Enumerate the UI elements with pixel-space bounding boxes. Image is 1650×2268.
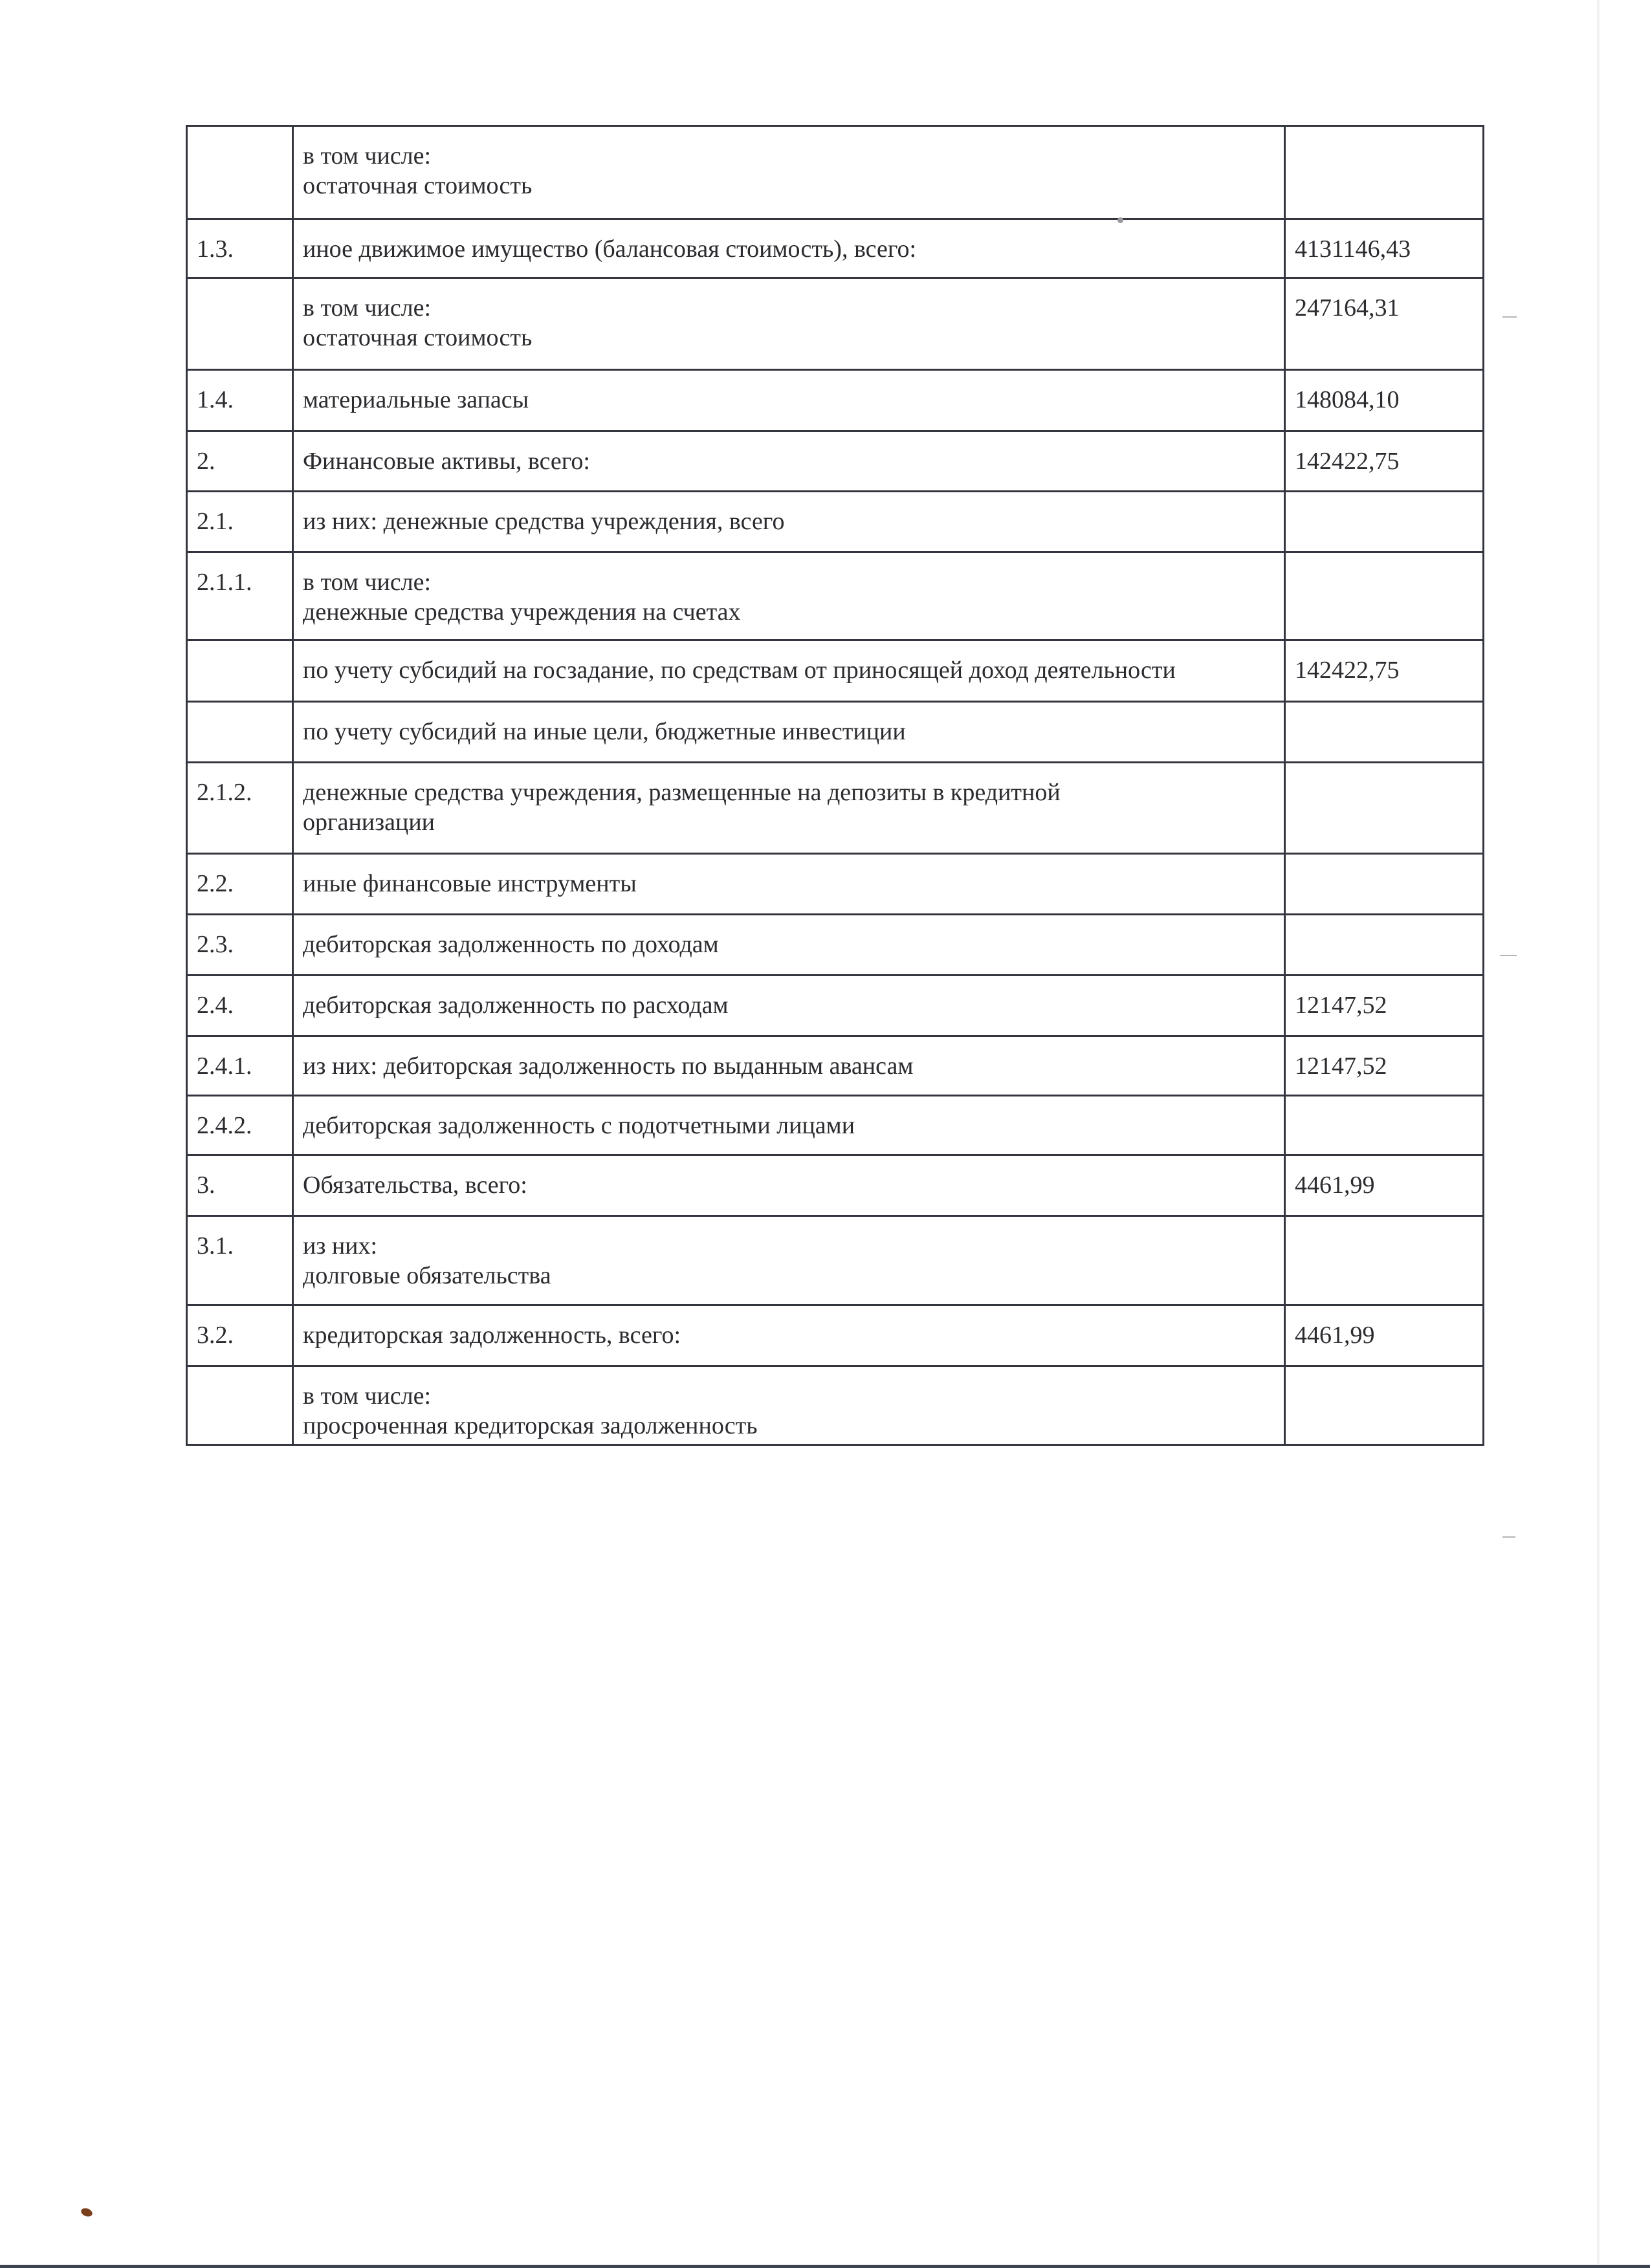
scanner-bottom-edge [0, 2265, 1650, 2268]
row-label-line: из них: [303, 1232, 378, 1259]
scanner-band [1597, 0, 1600, 2264]
row-value-cell [1285, 492, 1484, 552]
row-label-cell [293, 492, 1285, 552]
row-number-cell [187, 126, 293, 219]
row-value-cell: 142422,75 [1285, 431, 1484, 492]
row-value-cell [1285, 552, 1484, 640]
row-number-cell: 2.4.2. [187, 1096, 293, 1155]
row-number-cell: 2.3. [187, 915, 293, 976]
row-label-cell [293, 915, 1285, 976]
row-label-cell [293, 1216, 1285, 1305]
row-label-line: дебиторская задолженность по доходам [303, 931, 719, 958]
row-value-cell [1285, 763, 1484, 854]
row-number-cell: 3.1. [187, 1216, 293, 1305]
row-label-line: в том числе: [303, 294, 432, 322]
scan-speck [80, 2207, 93, 2218]
row-value-cell: 247164,31 [1285, 278, 1484, 370]
row-label-line: организации [303, 809, 435, 836]
row-value-cell: 4461,99 [1285, 1305, 1484, 1366]
row-label-line: просроченная кредиторская задолженность [303, 1412, 758, 1439]
row-label-cell [293, 702, 1285, 763]
table-row [187, 1216, 1484, 1305]
table-row [187, 219, 1484, 278]
row-value-cell: 12147,52 [1285, 1036, 1484, 1096]
row-value-cell: 142422,75 [1285, 640, 1484, 702]
row-number-cell [187, 702, 293, 763]
row-label-cell [293, 1366, 1285, 1445]
row-label-cell [293, 278, 1285, 370]
row-label-line: по учету субсидий на госзадание, по средствам от приносящей доход деятельности [303, 657, 1176, 684]
row-label-cell [293, 640, 1285, 702]
row-label-line: дебиторская задолженность с подотчетными лицами [303, 1112, 855, 1139]
financial-report-table [186, 125, 1484, 1446]
row-value-cell [1285, 1366, 1484, 1445]
row-label-cell [293, 1036, 1285, 1096]
row-label-line: остаточная стоимость [303, 324, 533, 351]
table-row [187, 915, 1484, 976]
row-label-line: иные финансовые инструменты [303, 870, 637, 897]
table-row [187, 126, 1484, 219]
table-row [187, 854, 1484, 915]
row-number-cell [187, 640, 293, 702]
row-value-cell [1285, 1096, 1484, 1155]
scan-dash [1502, 1536, 1515, 1538]
table-row [187, 431, 1484, 492]
row-label-line: остаточная стоимость [303, 172, 533, 199]
table-row [187, 278, 1484, 370]
table-row [187, 492, 1484, 552]
row-number-cell [187, 278, 293, 370]
row-label-cell [293, 126, 1285, 219]
row-label-line: Обязательства, всего: [303, 1172, 527, 1199]
row-label-line: в том числе: [303, 142, 432, 169]
row-value-cell: 12147,52 [1285, 976, 1484, 1036]
row-label-cell [293, 431, 1285, 492]
row-label-cell [293, 1155, 1285, 1216]
row-value-cell [1285, 915, 1484, 976]
row-label-cell [293, 854, 1285, 915]
table-row [187, 1155, 1484, 1216]
row-number-cell: 2.1.2. [187, 763, 293, 854]
row-number-cell: 2.4.1. [187, 1036, 293, 1096]
row-number-cell: 3.2. [187, 1305, 293, 1366]
table-body [187, 126, 1484, 1445]
row-label-line: иное движимое имущество (балансовая стоимость), всего: [303, 235, 917, 263]
table-row [187, 1036, 1484, 1096]
row-label-cell [293, 1305, 1285, 1366]
row-number-cell: 1.4. [187, 370, 293, 431]
row-label-line: в том числе: [303, 1382, 432, 1410]
row-value-cell [1285, 854, 1484, 915]
table-row [187, 763, 1484, 854]
row-value-cell [1285, 1216, 1484, 1305]
row-label-line: денежные средства учреждения, размещенные на депозиты в кредитной [303, 779, 1061, 806]
table-row [187, 702, 1484, 763]
table-row [187, 1096, 1484, 1155]
table-row [187, 1305, 1484, 1366]
scan-dash [1500, 955, 1517, 956]
row-label-line: дебиторская задолженность по расходам [303, 992, 729, 1019]
row-value-cell: 4131146,43 [1285, 219, 1484, 278]
row-number-cell: 2.4. [187, 976, 293, 1036]
row-number-cell: 3. [187, 1155, 293, 1216]
row-number-cell: 1.3. [187, 219, 293, 278]
row-label-line: денежные средства учреждения на счетах [303, 598, 741, 626]
table-row [187, 640, 1484, 702]
row-label-line: в том числе: [303, 569, 432, 596]
table-row [187, 976, 1484, 1036]
table-row [187, 552, 1484, 640]
row-label-line: из них: денежные средства учреждения, всего [303, 508, 785, 535]
table-row [187, 1366, 1484, 1445]
row-number-cell: 2.1. [187, 492, 293, 552]
row-label-cell [293, 1096, 1285, 1155]
row-label-line: Финансовые активы, всего: [303, 448, 590, 475]
table-row [187, 370, 1484, 431]
row-number-cell [187, 1366, 293, 1445]
row-label-line: долговые обязательства [303, 1262, 551, 1289]
row-label-cell [293, 976, 1285, 1036]
row-value-cell [1285, 126, 1484, 219]
row-label-line: из них: дебиторская задолженность по выданным авансам [303, 1052, 914, 1080]
row-value-cell: 148084,10 [1285, 370, 1484, 431]
row-label-line: по учету субсидий на иные цели, бюджетные инвестиции [303, 718, 906, 745]
row-value-cell: 4461,99 [1285, 1155, 1484, 1216]
scan-speck [1117, 217, 1123, 223]
row-label-cell [293, 763, 1285, 854]
row-label-cell [293, 552, 1285, 640]
row-label-cell [293, 219, 1285, 278]
scan-dash [1502, 316, 1517, 318]
row-value-cell [1285, 702, 1484, 763]
row-number-cell: 2. [187, 431, 293, 492]
row-number-cell: 2.1.1. [187, 552, 293, 640]
row-label-line: кредиторская задолженность, всего: [303, 1322, 681, 1349]
row-number-cell: 2.2. [187, 854, 293, 915]
row-label-cell [293, 370, 1285, 431]
row-label-line: материальные запасы [303, 386, 529, 413]
